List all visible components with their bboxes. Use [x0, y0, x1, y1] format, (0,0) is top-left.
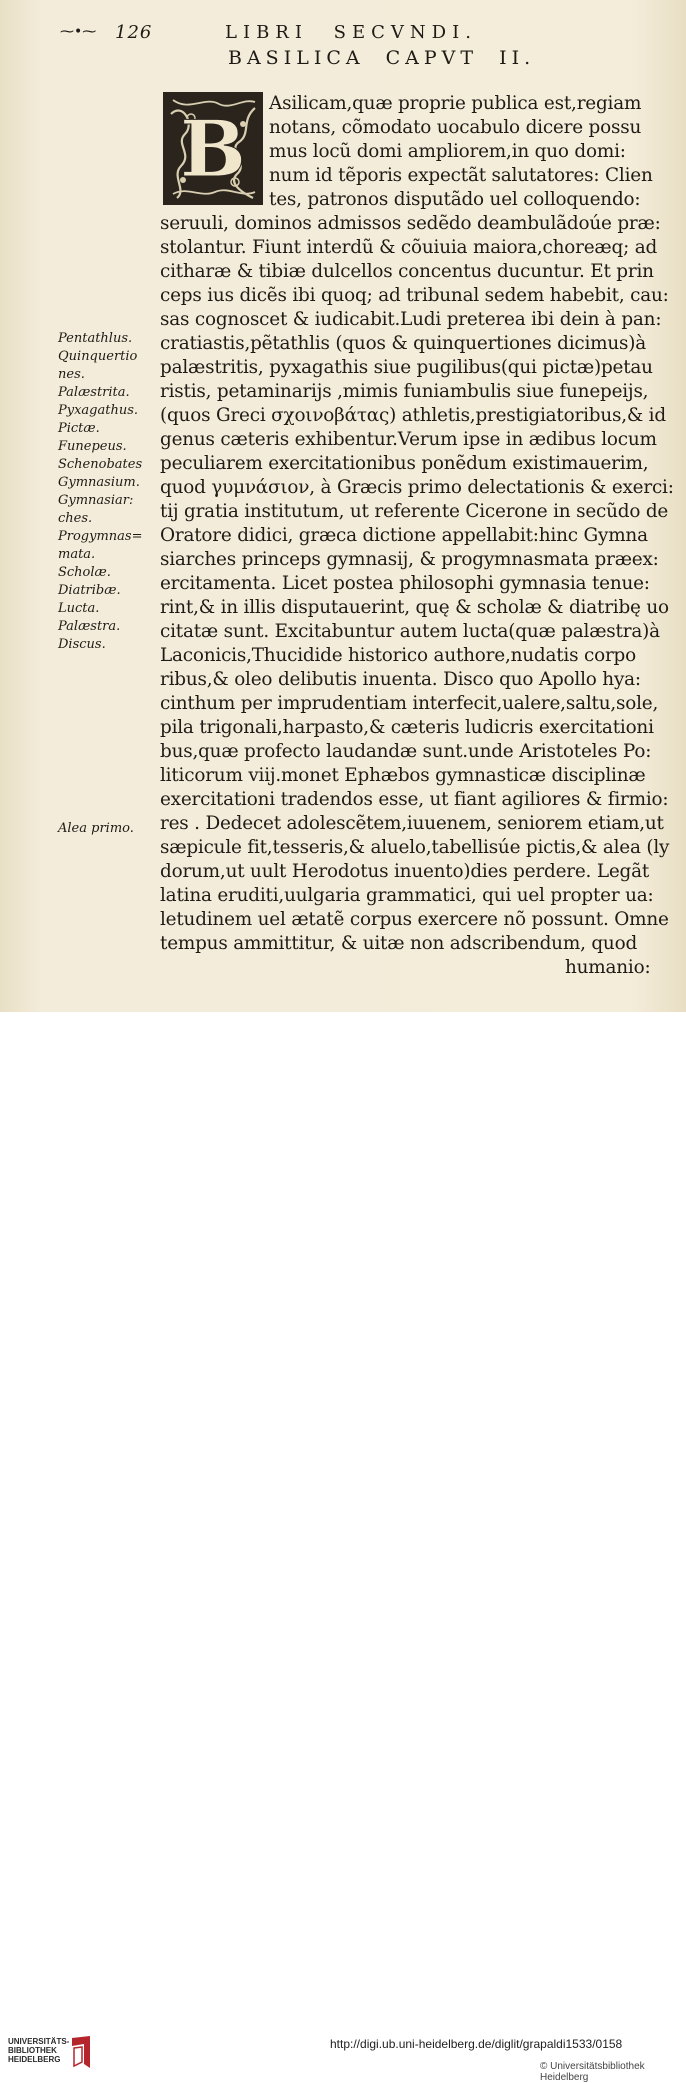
text-line: res . Dedecet adolescẽtem,iuuenem, seniorem etiam,ut [160, 813, 664, 834]
margin-note: Pictæ. [58, 421, 100, 436]
margin-note: Funepeus. [58, 439, 127, 454]
running-title: LIBRI SECVNDI. [225, 22, 477, 43]
chapter-title: BASILICA CAPVT II. [228, 47, 536, 69]
text-line: ribus,& oleo delibutis inuenta. Disco quo Apollo hya: [160, 669, 641, 690]
source-url-link[interactable]: http://digi.ub.uni-heidelberg.de/diglit/grapaldi1533/0158 [330, 2037, 623, 2051]
text-line: notans, cõmodato uocabulo dicere possu [269, 117, 642, 138]
text-line: num id tẽporis expectãt salutatores: Clien [269, 165, 653, 186]
library-name-line: BIBLIOTHEK [8, 2046, 57, 2055]
margin-note: Gymnasiar: [58, 493, 134, 508]
library-name-line: HEIDELBERG [8, 2055, 61, 2064]
library-logo-text [8, 2037, 69, 2064]
margin-note: Schenobates [58, 457, 143, 472]
text-line: ercitamenta. Licet postea philosophi gymnasia tenue: [160, 573, 650, 594]
text-line: peculiarem exercitationibus ponẽdum existimauerim, [160, 453, 649, 474]
header-ornament: ⁓•⁓ [60, 24, 97, 40]
text-line: Asilicam,quæ proprie publica est,regiam [269, 93, 642, 114]
text-line: tempus ammittitur, & uitæ non adscribendum, quod [160, 933, 638, 954]
text-line: siarches princeps gymnasij, & progymnasmata præex: [160, 549, 659, 570]
margin-note: Pentathlus. [58, 331, 133, 346]
margin-note: mata. [58, 547, 96, 562]
text-line: citharæ & tibiæ dulcellos concentus ducuntur. Et prin [160, 261, 654, 282]
page-header [60, 22, 620, 44]
text-line: rint,& in illis disputauerint, quę & scholæ & diatribę uo [160, 597, 669, 618]
text-line: latina eruditi,uulgaria grammatici, qui uel propter ua: [160, 885, 654, 906]
margin-note: Lucta. [58, 601, 100, 616]
margin-note: Diatribæ. [58, 583, 121, 598]
text-line: palæstritis, pyxagathis siue pugilibus(qui pictæ)petau [160, 357, 653, 378]
margin-note: ches. [58, 511, 93, 526]
text-line: bus,quæ profecto laudandæ sunt.unde Aristoteles Po: [160, 741, 652, 762]
text-line: citatæ sunt. Excitabuntur autem lucta(quæ palæstra)à [160, 621, 660, 642]
text-line: dorum,ut uult Herodotus inuento)dies perdere. Legãt [160, 861, 650, 882]
text-line: sæpicule fit,tesseris,& aluelo,tabellisúe pictis,& alea (ly [160, 837, 670, 858]
initial-letter: B [180, 104, 246, 195]
library-name-line: UNIVERSITÄTS- [8, 2037, 70, 2046]
text-line: ceps ius dicẽs ibi quoq; ad tribunal sedem habebit, cau: [160, 285, 669, 306]
text-line: Laconicis,Thucidide historico authore,nudatis corpo [160, 645, 636, 666]
text-line: ristis, petaminarijs ,mimis funiambulis siue funepeijs, [160, 381, 649, 402]
decorated-initial-art [165, 94, 261, 203]
margin-note: Palæstra. [58, 619, 121, 634]
margin-note: Progymnas= [58, 529, 143, 544]
margin-note: Quinquertio [58, 349, 138, 364]
text-line: (quos Greci σχοινοβάτας) athletis,prestigiatoribus,& id [160, 405, 666, 426]
margin-note: Discus. [58, 637, 106, 652]
copyright-notice: © Universitätsbibliothek Heidelberg [540, 2061, 645, 2083]
margin-note: Alea primo. [58, 821, 134, 836]
text-line: genus cæteris exhibentur.Verum ipse in ædibus locum [160, 429, 657, 450]
text-line: humanio: [565, 957, 651, 978]
text-line: stolantur. Fiunt interdũ & cõuiuia maiora,choreæq; ad [160, 237, 658, 258]
margin-note: Pyxagathus. [58, 403, 139, 418]
margin-note: nes. [58, 367, 85, 382]
text-line: tes, patronos disputãdo uel colloquendo: [269, 189, 641, 210]
text-line: tij gratia institutum, ut referente Cicerone in secũdo de [160, 501, 669, 522]
margin-note: Palæstrita. [58, 385, 130, 400]
viewer-footer [0, 1012, 686, 2083]
text-line: cinthum per imprudentiam interfecit,ualere,saltu,sole, [160, 693, 659, 714]
text-line: seruuli, dominos admissos sedẽdo deambulãdoúe præ: [160, 213, 661, 234]
library-logo-icon [70, 2034, 94, 2070]
text-line: mus locũ domi ampliorem,in quo domi: [269, 141, 626, 162]
decorated-initial [163, 92, 263, 205]
margin-note: Scholæ. [58, 565, 111, 580]
text-line: quod γυμνάσιον, à Græcis primo delectationis & exerci: [160, 477, 674, 498]
text-line: cratiastis,pẽtathlis (quos & quinquertiones dicimus)à [160, 333, 647, 354]
margin-note: Gymnasium. [58, 475, 140, 490]
page-number: 126 [115, 22, 153, 43]
text-line: exercitationi tradendos esse, ut fiant agiliores & firmio: [160, 789, 669, 810]
text-line: sas cognoscet & iudicabit.Ludi preterea ibi dein à pan: [160, 309, 662, 330]
text-line: pila trigonali,harpasto,& cæteris ludicris exercitationi [160, 717, 654, 738]
text-line: Oratore didici, græca dictione appellabit:hinc Gymna [160, 525, 648, 546]
text-line: liticorum viij.monet Ephæbos gymnasticæ disciplinæ [160, 765, 646, 786]
text-line: letudinem uel ætatẽ corpus exercere nõ possunt. Omne [160, 909, 669, 930]
scanned-page [0, 0, 686, 1012]
